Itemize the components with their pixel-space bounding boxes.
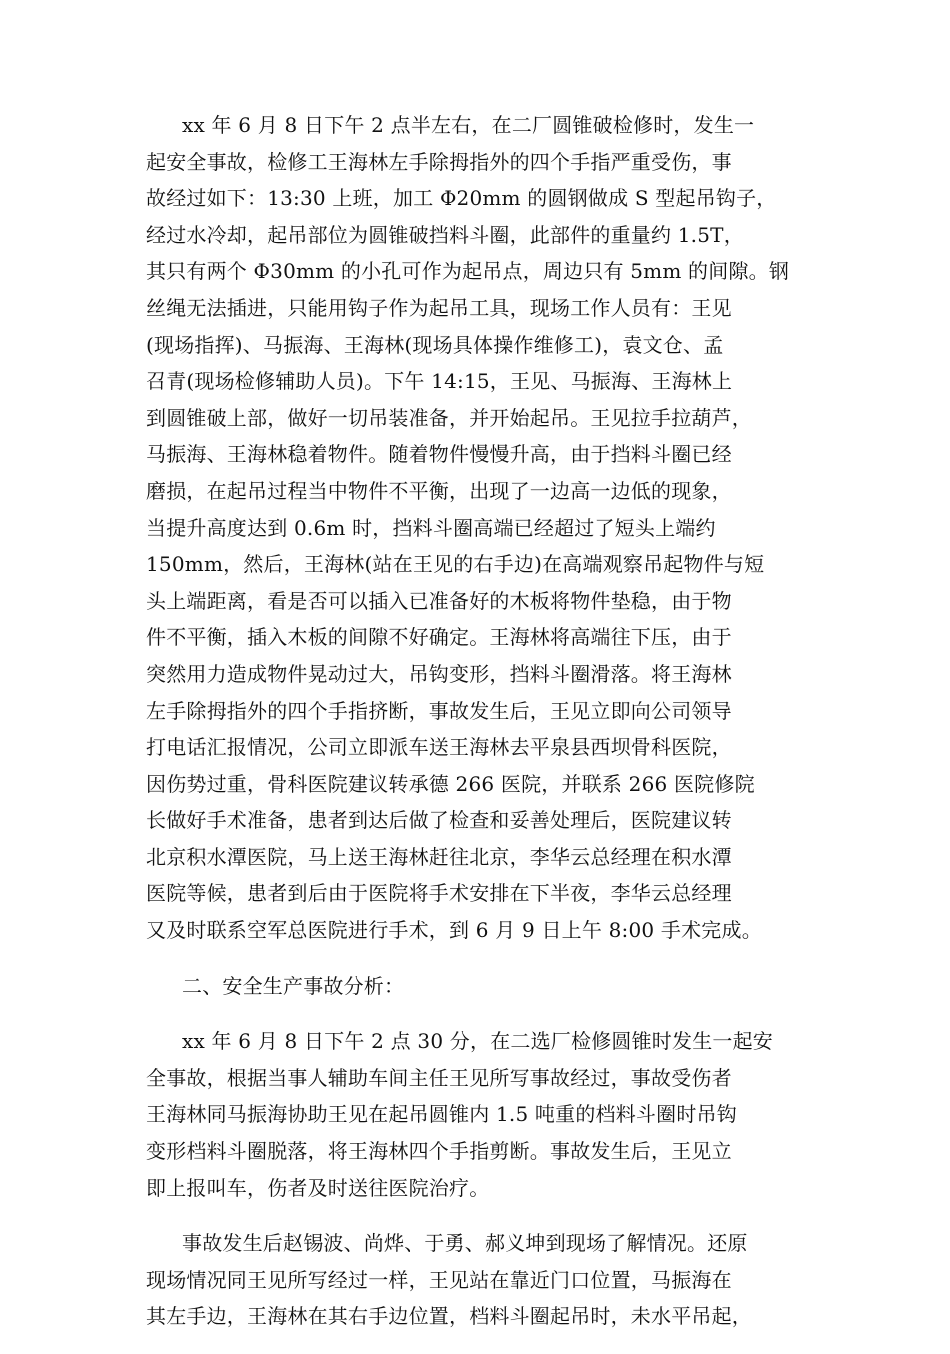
text-line: 医院等候，患者到后由于医院将手术安排在下半夜，李华云总经理 [146,881,732,906]
text-line: 即上报叫车，伤者及时送往医院治疗。 [146,1175,490,1200]
text-line: (现场指挥)、马振海、王海林(现场具体操作维修工)，袁文仓、孟 [146,332,724,357]
paragraph-analysis-summary [146,1023,826,1206]
text-line: 故经过如下：13:30 上班，加工 Φ20mm 的圆钢做成 S 型起吊钩子， [146,186,777,211]
text-line: 其左手边，王海林在其右手边位置，档料斗圈起吊时，未水平吊起， [146,1304,752,1329]
text-line: xx 年 6 月 8 日下午 2 点 30 分，在二选厂检修圆锥时发生一起安 [182,1029,773,1054]
text-line: 事故发生后赵锡波、尚烨、于勇、郝义坤到现场了解情况。还原 [182,1231,748,1256]
text-line: 经过水冷却，起吊部位为圆锥破挡料斗圈，此部件的重量约 1.5T， [146,222,744,247]
text-line: 打电话汇报情况，公司立即派车送王海林去平泉县西坝骨科医院， [146,735,732,760]
text-line: 长做好手术准备，患者到达后做了检查和妥善处理后，医院建议转 [146,808,732,833]
section-heading [146,968,826,1005]
text-line: xx 年 6 月 8 日下午 2 点半左右，在二厂圆锥破检修时，发生一 [182,113,755,137]
text-line: 起安全事故，检修工王海林左手除拇指外的四个手指严重受伤，事 [146,149,732,174]
section-heading-text: 二、安全生产事故分析： [182,973,405,998]
text-line: 左手除拇指外的四个手指挤断，事故发生后，王见立即向公司领导 [146,698,732,723]
text-line: 到圆锥破上部，做好一切吊装准备，并开始起吊。王见拉手拉葫芦， [146,405,752,430]
text-line: 马振海、王海林稳着物件。随着物件慢慢升高，由于挡料斗圈已经 [146,442,732,467]
text-line: 突然用力造成物件晃动过大，吊钩变形，挡料斗圈滑落。将王海林 [146,661,732,686]
text-line: 150mm，然后，王海林(站在王见的右手边)在高端观察吊起物件与短 [146,552,765,577]
text-line: 王海林同马振海协助王见在起吊圆锥内 1.5 吨重的档料斗圈时吊钩 [146,1102,737,1127]
text-line: 变形档料斗圈脱落，将王海林四个手指剪断。事故发生后，王见立 [146,1139,732,1164]
text-line: 其只有两个 Φ30mm 的小孔可作为起吊点，周边只有 5mm 的间隙。钢 [146,259,790,284]
paragraph-investigation [146,1225,826,1335]
text-line: 丝绳无法插进，只能用钩子作为起吊工具，现场工作人员有：王见 [146,295,732,320]
text-line: 当提升高度达到 0.6m 时，挡料斗圈高端已经超过了短头上端约 [146,515,716,540]
text-line: 磨损，在起吊过程当中物件不平衡，出现了一边高一边低的现象， [146,478,732,503]
text-line: 全事故，根据当事人辅助车间主任王见所写事故经过，事故受伤者 [146,1065,732,1090]
text-line: 北京积水潭医院，马上送王海林赶往北京，李华云总经理在积水潭 [146,844,732,869]
text-line: 头上端距离，看是否可以插入已准备好的木板将物件垫稳，由于物 [146,588,732,613]
text-line: 现场情况同王见所写经过一样，王见站在靠近门口位置，马振海在 [146,1267,732,1292]
document-body [146,107,826,1354]
text-line: 因伤势过重，骨科医院建议转承德 266 医院，并联系 266 医院修院 [146,771,755,796]
text-line: 又及时联系空军总医院进行手术，到 6 月 9 日上午 8:00 手术完成。 [146,918,762,943]
text-line: 召青(现场检修辅助人员)。下午 14:15，王见、马振海、王海林上 [146,369,733,394]
paragraph-accident-narrative [146,107,826,949]
text-line: 件不平衡，插入木板的间隙不好确定。王海林将高端往下压，由于 [146,625,732,650]
